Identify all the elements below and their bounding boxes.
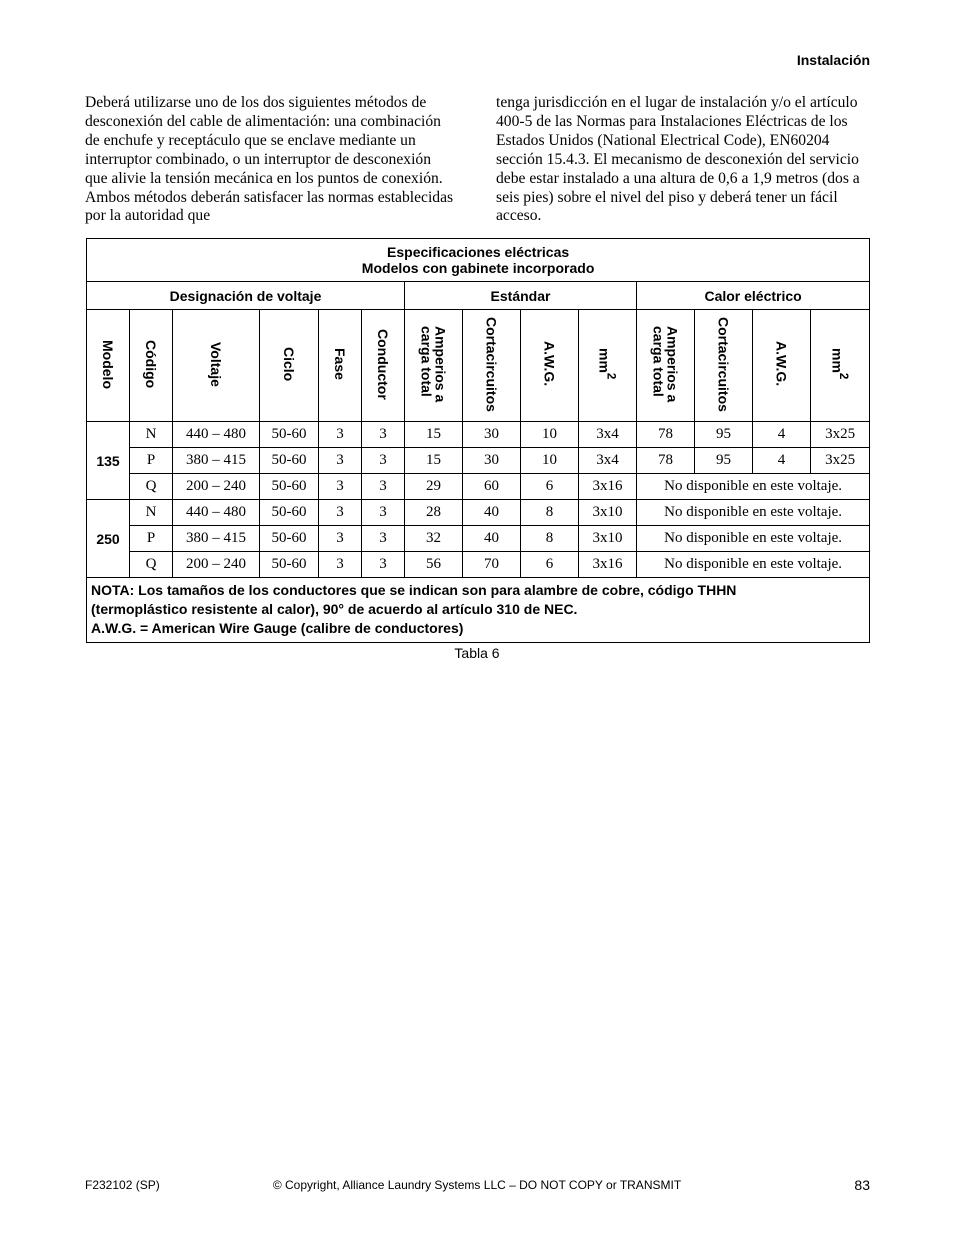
voltage-cell: 380 – 415 [173,448,260,474]
std-awg-cell: 10 [521,448,579,474]
phase-cell: 3 [319,474,362,500]
std-awg-cell: 10 [521,422,579,448]
table-title-line2: Modelos con gabinete incorporado [361,260,595,276]
std-mm2-cell: 3x16 [579,474,637,500]
column-header-eh-amperios-label: Amperios a carga total [650,325,681,403]
column-header-std-awg [521,310,579,422]
std-amps-cell: 15 [405,448,463,474]
column-header-conductor-label: Conductor [375,328,391,400]
mm2-base: mm [829,348,846,374]
column-header-std-mm2-label [598,348,618,379]
mm2-base: mm [596,348,613,374]
table-row [87,422,870,448]
voltage-cell: 380 – 415 [173,526,260,552]
conductor-cell: 3 [362,474,405,500]
body-text-right-column: tenga jurisdicción en el lugar de instalación y/o el artículo 400-5 de las Normas para Instalaciones Eléctricas de los Estados Unidos (National Electrical Code), EN60204 sección 15.4.3. El mecanismo de desconexión del servicio debe estar instalado a una altura de 0,6 a 1,9 metros (dos a seis pies) sobre el nivel del piso y deberá tener un fácil acceso. [496,94,860,225]
column-header-std-awg-label: A.W.G. [541,341,558,387]
code-cell: Q [130,552,173,578]
phase-cell: 3 [319,448,362,474]
model-cell: 135 [87,422,130,500]
table-title [87,239,870,282]
conductor-cell: 3 [362,500,405,526]
cycle-cell: 50-60 [260,500,319,526]
column-header-std-cortacircuitos [463,310,521,422]
table-row [87,500,870,526]
table-caption: Tabla 6 [454,645,500,661]
column-header-ciclo [260,310,319,422]
footer-page-number: 83 [854,1177,870,1193]
electrical-specifications-table [86,238,870,643]
table-note-line1: NOTA: Los tamaños de los conductores que se indican son para alambre de cobre, código THHN [91,582,737,598]
column-header-eh-awg-label: A.W.G. [773,341,790,387]
std-amps-cell: 28 [405,500,463,526]
conductor-cell: 3 [362,552,405,578]
code-cell: P [130,526,173,552]
conductor-cell: 3 [362,448,405,474]
voltage-cell: 200 – 240 [173,474,260,500]
std-awg-cell: 6 [521,552,579,578]
voltage-cell: 200 – 240 [173,552,260,578]
column-header-voltaje-label: Voltaje [208,341,224,387]
phase-cell: 3 [319,526,362,552]
eh-breaker-cell: 95 [695,422,753,448]
phase-cell: 3 [319,500,362,526]
column-header-codigo-label: Código [143,339,159,389]
not-available-cell: No disponible en este voltaje. [637,526,870,552]
std-amps-cell: 56 [405,552,463,578]
std-amps-cell: 15 [405,422,463,448]
group-header-voltage: Designación de voltaje [87,282,405,310]
column-header-codigo [130,310,173,422]
std-awg-cell: 6 [521,474,579,500]
body-text-left-column: Deberá utilizarse uno de los dos siguientes métodos de desconexión del cable de alimentación: una combinación de enchufe y receptáculo que se enclave mediante un interruptor combinado, o un interruptor de desconexión que alivie la tensión mecánica en los puntos de conexión. Ambos métodos deberán satisfacer las normas establecidas por la autoridad que [85,94,454,225]
section-title: Instalación [796,52,870,68]
voltage-cell: 440 – 480 [173,500,260,526]
eh-amps-cell: 78 [637,422,695,448]
table-row [87,552,870,578]
std-breaker-cell: 70 [463,552,521,578]
code-cell: N [130,500,173,526]
voltage-cell: 440 – 480 [173,422,260,448]
column-header-eh-awg [753,310,811,422]
column-header-eh-amperios [637,310,695,422]
conductor-cell: 3 [362,422,405,448]
table-note [87,578,870,643]
group-header-electric-heat: Calor eléctrico [637,282,870,310]
model-cell: 250 [87,500,130,578]
cycle-cell: 50-60 [260,526,319,552]
eh-mm2-cell: 3x25 [811,448,870,474]
cycle-cell: 50-60 [260,422,319,448]
cycle-cell: 50-60 [260,552,319,578]
std-breaker-cell: 30 [463,448,521,474]
conductor-cell: 3 [362,526,405,552]
std-breaker-cell: 60 [463,474,521,500]
table-row [87,526,870,552]
code-cell: P [130,448,173,474]
eh-awg-cell: 4 [753,448,811,474]
std-amps-cell: 32 [405,526,463,552]
cycle-cell: 50-60 [260,474,319,500]
table-row [87,474,870,500]
footer-copyright: © Copyright, Alliance Laundry Systems LLC – DO NOT COPY or TRANSMIT [272,1178,682,1192]
std-mm2-cell: 3x4 [579,422,637,448]
code-cell: N [130,422,173,448]
column-header-std-amperios [405,310,463,422]
eh-amps-cell: 78 [637,448,695,474]
column-header-modelo [87,310,130,422]
column-header-std-mm2 [579,310,637,422]
column-header-eh-mm2 [811,310,870,422]
std-awg-cell: 8 [521,500,579,526]
column-header-eh-mm2-label [830,348,850,379]
code-cell: Q [130,474,173,500]
std-mm2-cell: 3x10 [579,526,637,552]
cycle-cell: 50-60 [260,448,319,474]
std-mm2-cell: 3x16 [579,552,637,578]
not-available-cell: No disponible en este voltaje. [637,500,870,526]
std-breaker-cell: 40 [463,526,521,552]
eh-awg-cell: 4 [753,422,811,448]
std-amps-cell: 29 [405,474,463,500]
group-header-standard: Estándar [405,282,637,310]
not-available-cell: No disponible en este voltaje. [637,552,870,578]
column-header-std-cortacircuitos-label: Cortacircuitos [483,316,500,412]
std-breaker-cell: 30 [463,422,521,448]
std-breaker-cell: 40 [463,500,521,526]
std-awg-cell: 8 [521,526,579,552]
eh-mm2-cell: 3x25 [811,422,870,448]
column-header-fase-label: Fase [332,348,348,380]
column-header-fase [319,310,362,422]
column-header-eh-cortacircuitos-label: Cortacircuitos [715,316,732,412]
phase-cell: 3 [319,422,362,448]
table-row [87,448,870,474]
column-header-eh-cortacircuitos [695,310,753,422]
column-header-ciclo-label: Ciclo [281,346,297,382]
eh-breaker-cell: 95 [695,448,753,474]
table-title-line1: Especificaciones eléctricas [387,244,570,260]
mm2-superscript: 2 [836,373,850,380]
not-available-cell: No disponible en este voltaje. [637,474,870,500]
table-note-line2: (termoplástico resistente al calor), 90° de acuerdo al artículo 310 de NEC. [91,601,578,617]
column-header-voltaje [173,310,260,422]
std-mm2-cell: 3x4 [579,448,637,474]
table-note-line3: A.W.G. = American Wire Gauge (calibre de conductores) [91,620,464,636]
footer-doc-id: F232102 (SP) [85,1178,160,1192]
column-header-modelo-label: Modelo [100,339,116,389]
std-mm2-cell: 3x10 [579,500,637,526]
column-header-conductor [362,310,405,422]
column-header-std-amperios-label: Amperios a carga total [418,325,449,403]
mm2-superscript: 2 [604,373,618,380]
phase-cell: 3 [319,552,362,578]
